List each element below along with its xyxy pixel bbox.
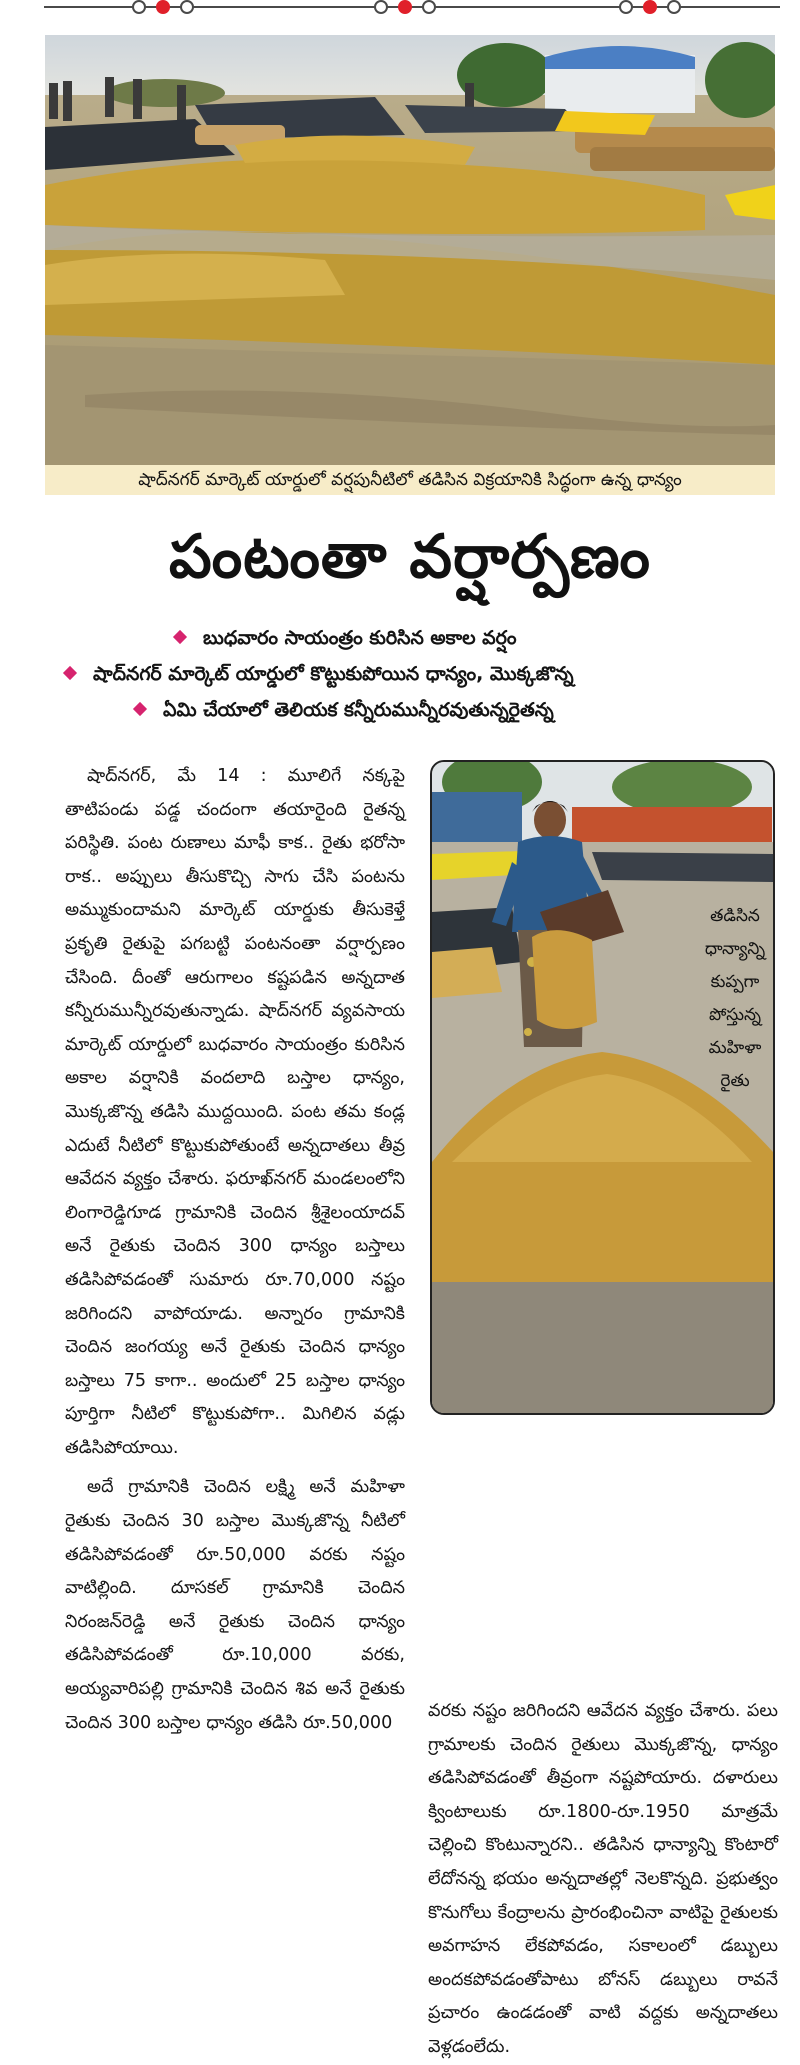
subheading-item bbox=[40, 620, 780, 656]
caption-line: కుప్పగా bbox=[710, 972, 760, 992]
article-paragraph: షాద్‌నగర్, మే 14 : మూలిగే నక్కపై తాటిపండు పడ్డ చందంగా తయారైంది రైతన్న పరిస్థితి. పంట రుణాలు మాఫీ కాక.. రైతు భరోసా రాక.. అప్పులు తీసుకొచ్చి సాగు చేసి పంటను అమ్ముకుందామని మార్కెట్ యార్డుకు తీసుకెళ్తే ప్రకృతి రైతుపై పగబట్టి పంటనంతా వర్షార్పణం చేసింది. దీంతో ఆరుగాలం కష్టపడిన అన్నదాత కన్నీరుమున్నీరవుతున్నాడు. షాద్‌నగర్ వ్యవసాయ మార్కెట్ యార్డులో బుధవారం సాయంత్రం కురిసిన అకాల వర్షానికి వందలాది బస్తాల ధాన్యం, మొక్కజొన్న తడిసి ముద్దయింది. పంట తమ కండ్ల ఎదుటే నీటిలో కొట్టుకుపోతుంటే అన్నదాతలు తీవ్ర ఆవేదన వ్యక్తం చేశారు. ఫరూఖ్‌నగర్ మండలంలోని లింగారెడ్డిగూడ గ్రామానికి చెందిన శ్రీశైలంయాదవ్ అనే రైతుకు చెందిన 300 ధాన్యం బస్తాలు తడిసిపోవడంతో సుమారు రూ.70,000 నష్టం జరిగిందని వాపోయాడు. అన్నారం గ్రామానికి చెందిన జంగయ్య అనే రైతుకు చెందిన ధాన్యం బస్తాలు 75 కాగా.. అందులో 25 బస్తాల ధాన్యం పూర్తిగా నీటిలో కొట్టుకుపోగా.. మిగిలిన వడ్లు తడిసిపోయాయి. bbox=[65, 766, 405, 1458]
dot-outline bbox=[132, 0, 146, 14]
dot-outline bbox=[619, 0, 633, 14]
top-decorative-rule bbox=[44, 0, 780, 14]
dot-group bbox=[374, 0, 450, 14]
dot-outline bbox=[180, 0, 194, 14]
article-continuation: వరకు నష్టం జరిగిందని ఆవేదన వ్యక్తం చేశారు. పలు గ్రామాలకు చెందిన రైతులు మొక్కజొన్న, ధాన్యం తడిసిపోవడంతో తీవ్రంగా నష్టపోయారు. దళారులు క్వింటాలుకు రూ.1800-రూ.1950 మాత్రమే చెల్లించి కొంటున్నారని.. తడిసిన ధాన్యాన్ని కొంటారో లేదోనన్న భయం అన్నదాతల్లో నెలకొన్నది. ప్రభుత్వం కొనుగోలు కేంద్రాలను ప్రారంభించినా వాటిపై రైతులకు అవగాహన లేకపోవడం, సకాలంలో డబ్బులు అందకపోవడంతోపాటు బోనస్ డబ్బులు రావనే ప్రచారం ఉండడంతో వాటి వద్దకు అన్నదాతలు వెళ్లడంలేదు. bbox=[428, 1701, 778, 2057]
article-column-right bbox=[428, 1695, 778, 2065]
article-paragraph: అదే గ్రామానికి చెందిన లక్ష్మి అనే మహిళా రైతుకు చెందిన 30 బస్తాల మొక్కజొన్న నీటిలో తడిసిపోవడంతో రూ.50,000 వరకు నష్టం వాటిల్లింది. దూసకల్ గ్రామానికి చెందిన నిరంజన్‌రెడ్డి అనే రైతుకు చెందిన ధాన్యం తడిసిపోవడంతో రూ.10,000 వరకు, అయ్యవారిపల్లి గ్రామానికి చెందిన శివ అనే రైతుకు చెందిన 300 బస్తాల ధాన్యం తడిసి రూ.50,000 bbox=[65, 1477, 405, 1733]
subheading-text: బుధవారం సాయంత్రం కురిసిన అకాల వర్షం bbox=[203, 627, 517, 649]
photo-side-caption bbox=[690, 900, 780, 1098]
caption-line: రైతు bbox=[720, 1071, 750, 1091]
caption-line: తడిసిన bbox=[710, 906, 760, 926]
subheadings bbox=[40, 620, 780, 728]
dot-outline bbox=[374, 0, 388, 14]
dot-group bbox=[132, 0, 208, 14]
headline: పంటంతా వర్షార్పణం bbox=[169, 522, 651, 592]
caption-line: ధాన్యాన్ని bbox=[704, 939, 766, 959]
diamond-bullet-icon bbox=[173, 629, 187, 643]
dot-group bbox=[619, 0, 695, 14]
diamond-bullet-icon bbox=[63, 665, 77, 679]
subheading-text: షాద్‌నగర్ మార్కెట్ యార్డులో కొట్టుకుపోయిన ధాన్యం, మొక్కజొన్న bbox=[93, 663, 574, 685]
subheading-item bbox=[40, 692, 780, 728]
dot-red bbox=[643, 0, 657, 14]
subheading-text: ఏమి చేయాలో తెలియక కన్నీరుమున్నీరవుతున్నరైతన్న bbox=[163, 699, 554, 721]
market-yard-photo bbox=[45, 35, 775, 465]
dot-outline bbox=[667, 0, 681, 14]
dot-outline bbox=[422, 0, 436, 14]
article-column-left bbox=[65, 760, 405, 1740]
dot-red bbox=[156, 0, 170, 14]
caption-line: పోస్తున్న bbox=[709, 1005, 761, 1025]
dot-red bbox=[398, 0, 412, 14]
caption-line: మహిళా bbox=[708, 1038, 762, 1058]
photo-caption: షాద్‌నగర్ మార్కెట్ యార్డులో వర్షపునీటిలో తడిసిన విక్రయానికి సిద్ధంగా ఉన్న ధాన్యం bbox=[45, 465, 775, 495]
subheading-item bbox=[40, 656, 780, 692]
diamond-bullet-icon bbox=[133, 701, 147, 715]
market-yard-illustration bbox=[45, 35, 775, 465]
